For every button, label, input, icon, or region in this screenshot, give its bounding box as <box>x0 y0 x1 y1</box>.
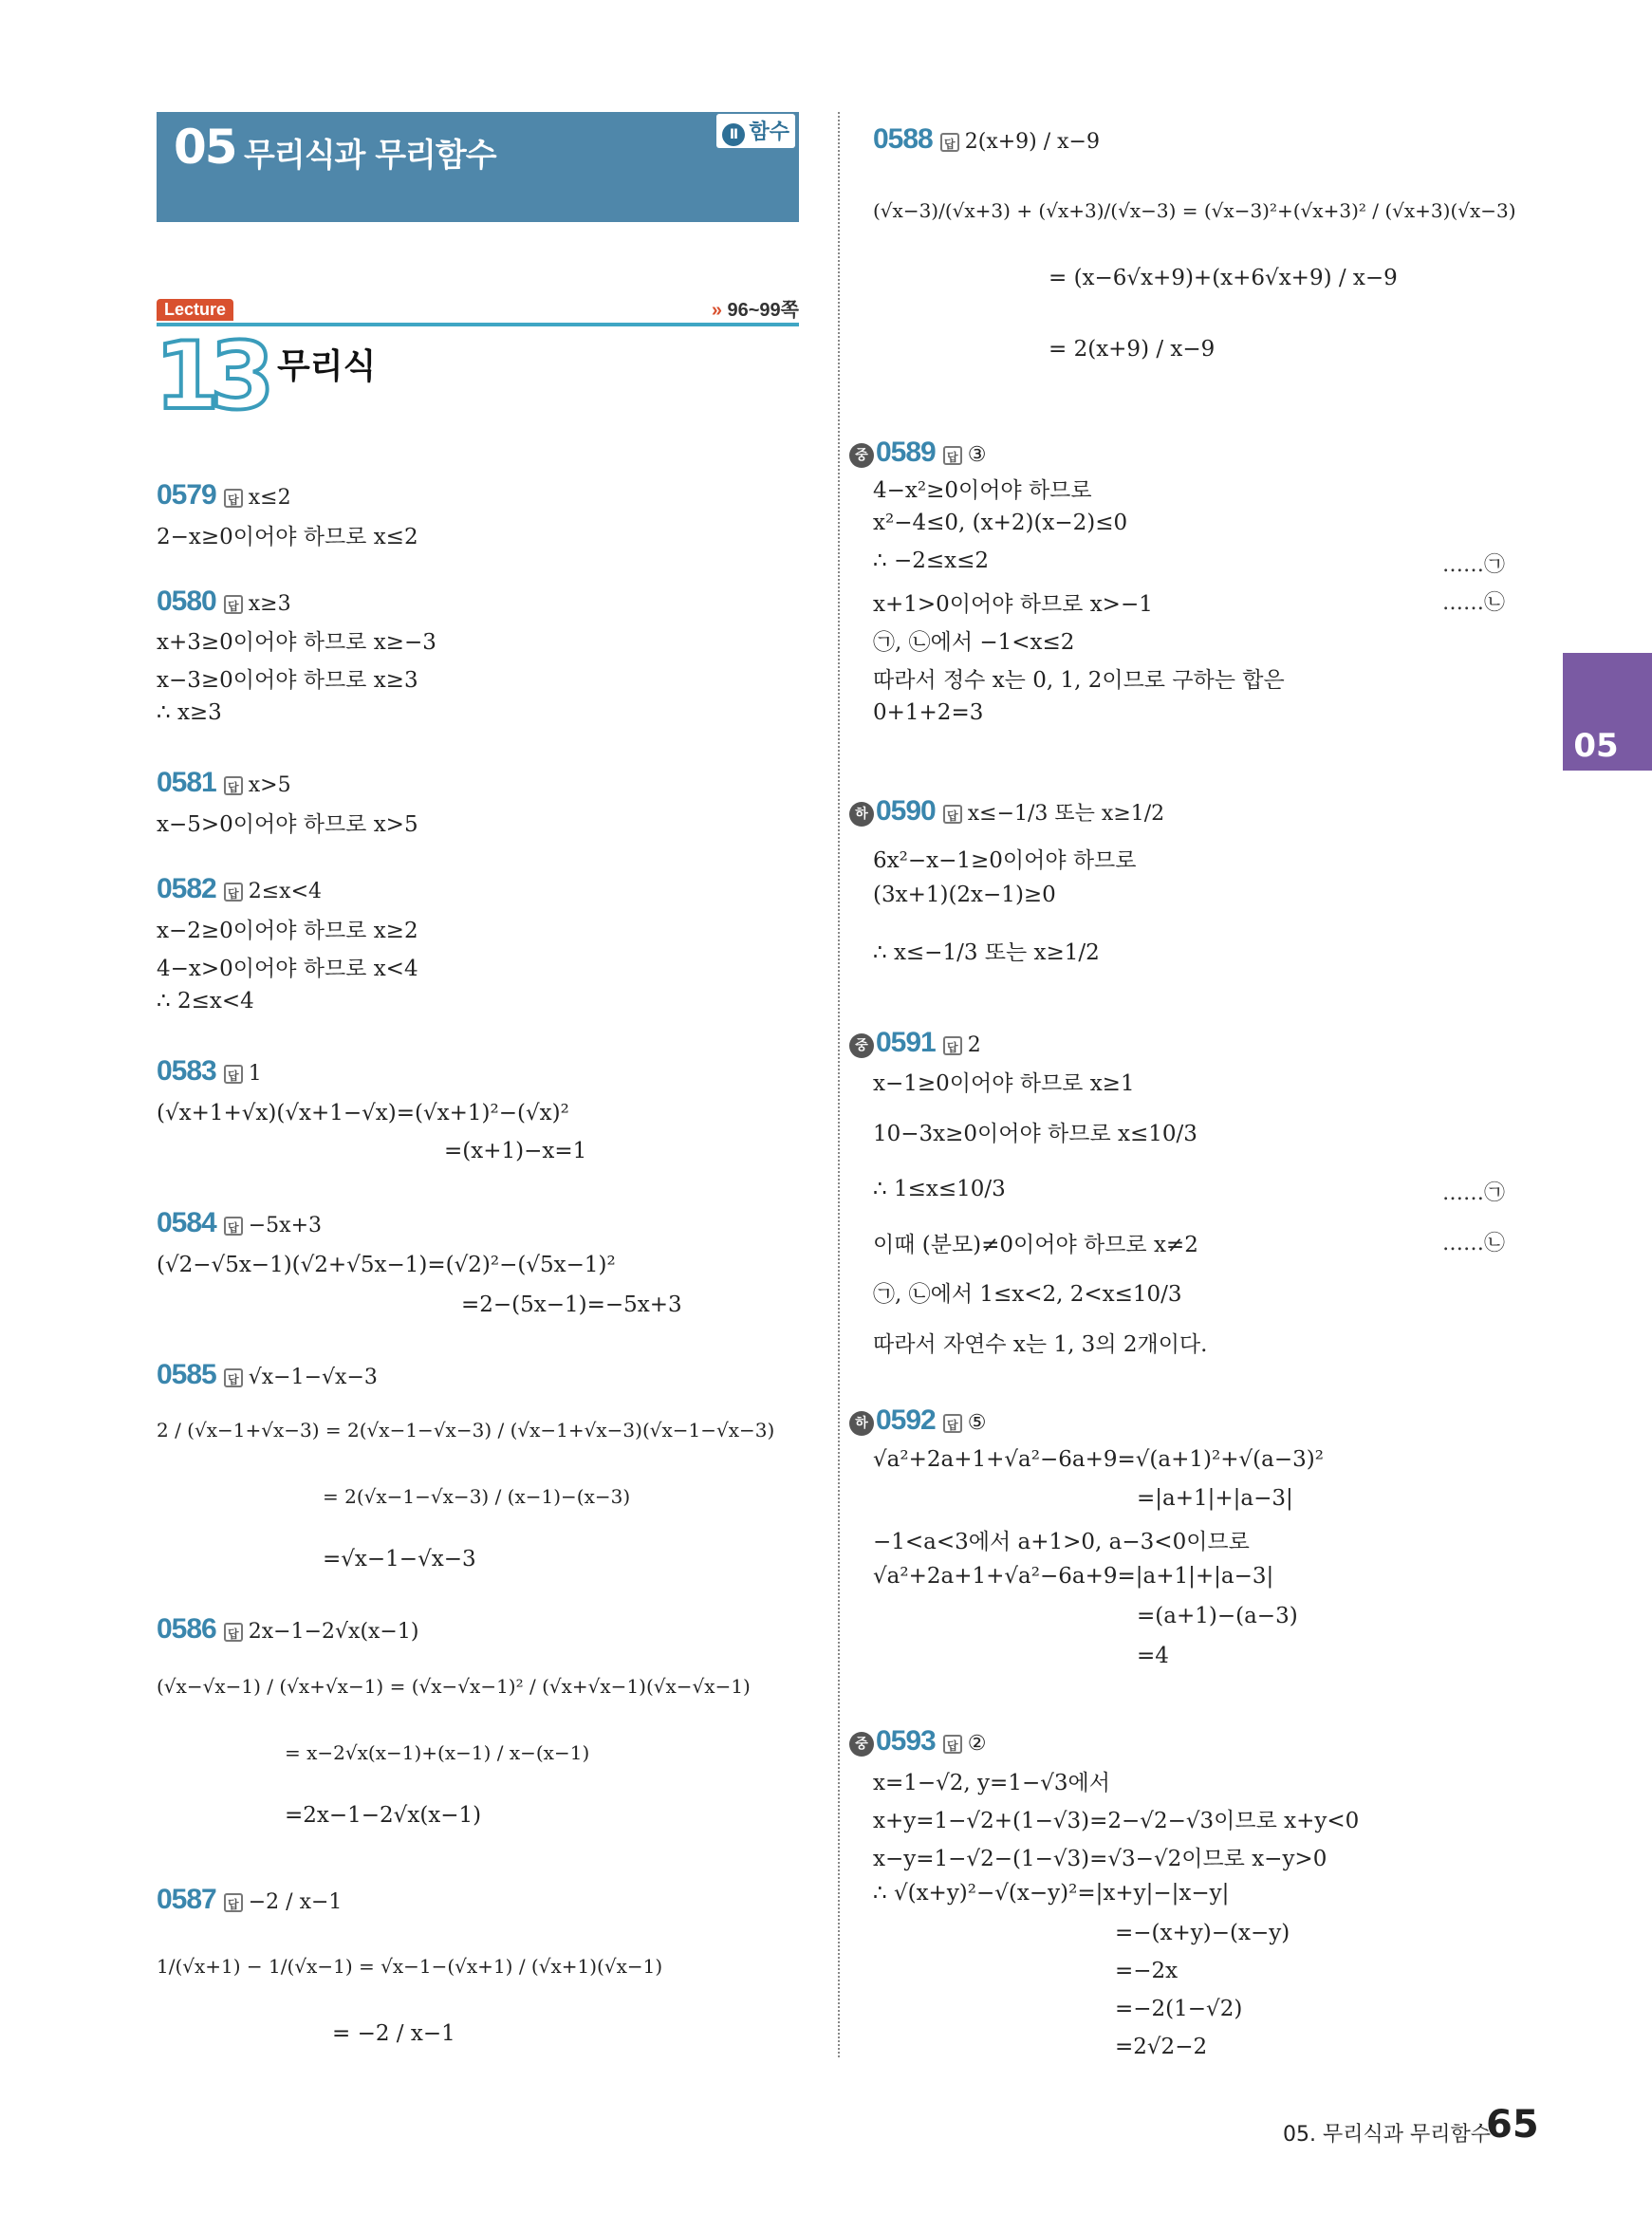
problem-answer: √x−1−√x−3 <box>248 1366 378 1389</box>
circled-mark: ……㉡ <box>1442 1232 1506 1255</box>
answer-icon: 답 <box>224 595 243 614</box>
solution-line: 이때 (분모)≠0이어야 하므로 x≠2 <box>873 1233 1198 1257</box>
circled-mark: ……㉠ <box>1442 1181 1506 1205</box>
solution-line: =(a+1)−(a−3) <box>1137 1604 1298 1628</box>
solution-line: = x−2√x(x−1)+(x−1) / x−(x−1) <box>285 1741 590 1764</box>
chapter-side-tab <box>1563 653 1652 771</box>
solution-line: 1/(√x+1) − 1/(√x−1) = √x−1−(√x+1) / (√x+1)(√x−1) <box>157 1955 663 1978</box>
difficulty-badge: 중 <box>849 1732 874 1757</box>
problem-answer: x≤2 <box>248 486 291 510</box>
answer-icon: 답 <box>943 1036 962 1055</box>
solution-line: =2√2−2 <box>1115 2035 1208 2059</box>
solution-line: x−3≥0이어야 하므로 x≥3 <box>157 668 418 693</box>
answer-icon: 답 <box>943 1735 962 1754</box>
chapter-header <box>157 112 799 222</box>
solution-line: x−1≥0이어야 하므로 x≥1 <box>873 1071 1135 1096</box>
solution-line: 4−x>0이어야 하므로 x<4 <box>157 957 418 981</box>
problem-answer: −5x+3 <box>248 1214 323 1237</box>
answer-icon: 답 <box>224 1893 243 1912</box>
answer-icon: 답 <box>943 1414 962 1433</box>
solution-line: x−5>0이어야 하므로 x>5 <box>157 812 418 837</box>
answer-icon: 답 <box>224 1623 243 1642</box>
solution-line: (√x+1+√x)(√x+1−√x)=(√x+1)²−(√x)² <box>157 1101 569 1125</box>
problem-header <box>157 1055 262 1088</box>
problem-header <box>849 437 986 469</box>
solution-line: =√x−1−√x−3 <box>323 1547 476 1571</box>
answer-icon: 답 <box>224 776 243 795</box>
double-chevron-icon: » <box>711 300 722 321</box>
solution-line: =4 <box>1137 1644 1169 1668</box>
solution-line: √a²+2a+1+√a²−6a+9=|a+1|+|a−3| <box>873 1564 1274 1589</box>
solution-line: = 2(x+9) / x−9 <box>1049 337 1216 362</box>
problem-header <box>849 1027 981 1059</box>
solution-line: 2 / (√x−1+√x−3) = 2(√x−1−√x−3) / (√x−1+√x−3)(√x−1−√x−3) <box>157 1419 775 1441</box>
solution-line: (√2−√5x−1)(√2+√5x−1)=(√2)²−(√5x−1)² <box>157 1253 616 1277</box>
problem-header <box>849 1404 986 1437</box>
problem-answer: 1 <box>248 1062 262 1086</box>
problem-header <box>157 873 322 905</box>
page-number: 65 <box>1486 2103 1539 2147</box>
problem-number: 0590 <box>876 795 936 827</box>
solution-line: =|a+1|+|a−3| <box>1137 1486 1293 1511</box>
problem-header <box>157 1884 342 1916</box>
lecture-pages <box>712 294 799 322</box>
problem-header <box>157 1359 378 1391</box>
solution-line: 따라서 정수 x는 0, 1, 2이므로 구하는 합은 <box>873 668 1285 693</box>
problem-answer: ⑤ <box>967 1411 987 1435</box>
solution-line: x+1>0이어야 하므로 x>−1 <box>873 592 1153 617</box>
answer-icon: 답 <box>940 133 959 152</box>
circled-mark: ……㉡ <box>1442 591 1506 615</box>
problem-answer: 2≤x<4 <box>248 880 323 903</box>
solution-line: =−2x <box>1115 1959 1179 1983</box>
problem-answer: ③ <box>967 443 987 467</box>
solution-line: ∴ 1≤x≤10/3 <box>873 1177 1006 1201</box>
problem-answer: x>5 <box>248 773 291 797</box>
problem-header <box>849 795 1164 828</box>
unit-roman-badge: Ⅱ <box>722 123 745 146</box>
problem-number: 0586 <box>157 1613 216 1645</box>
problem-number: 0581 <box>157 767 216 798</box>
problem-number: 0592 <box>876 1404 936 1436</box>
solution-line: x−y=1−√2−(1−√3)=√3−√2이므로 x−y>0 <box>873 1847 1327 1871</box>
lecture-label: Lecture <box>157 299 233 321</box>
solution-line: −1<a<3에서 a+1>0, a−3<0이므로 <box>873 1530 1250 1554</box>
solution-line: ㉠, ㉡에서 1≤x<2, 2<x≤10/3 <box>873 1282 1182 1307</box>
solution-line: (3x+1)(2x−1)≥0 <box>873 883 1056 907</box>
difficulty-badge: 하 <box>849 1411 874 1436</box>
solution-line: =2−(5x−1)=−5x+3 <box>461 1292 682 1317</box>
problem-answer: ② <box>967 1732 987 1756</box>
answer-icon: 답 <box>224 489 243 508</box>
chapter-tag-label: 함수 <box>749 121 789 144</box>
solution-line: ∴ x≤−1/3 또는 x≥1/2 <box>873 940 1100 965</box>
solution-line: 4−x²≥0이어야 하므로 <box>873 478 1092 503</box>
solution-line: ㉠, ㉡에서 −1<x≤2 <box>873 630 1075 655</box>
footer-chapter-title: 05. 무리식과 무리함수 <box>1283 2123 1491 2147</box>
lecture-title: 무리식 <box>277 347 377 386</box>
problem-answer: x≤−1/3 또는 x≥1/2 <box>967 802 1165 826</box>
difficulty-badge: 중 <box>849 1033 874 1058</box>
solution-line: 6x²−x−1≥0이어야 하므로 <box>873 848 1137 873</box>
problem-number: 0584 <box>157 1207 216 1238</box>
chapter-tag <box>716 114 795 148</box>
difficulty-badge: 중 <box>849 443 874 468</box>
solution-line: ∴ 2≤x<4 <box>157 989 254 1014</box>
answer-icon: 답 <box>224 883 243 902</box>
answer-icon: 답 <box>943 446 962 465</box>
problem-number: 0583 <box>157 1055 216 1087</box>
answer-icon: 답 <box>224 1368 243 1387</box>
solution-line: = (x−6√x+9)+(x+6√x+9) / x−9 <box>1049 266 1398 290</box>
solution-line: 10−3x≥0이어야 하므로 x≤10/3 <box>873 1122 1197 1146</box>
problem-number: 0591 <box>876 1027 936 1058</box>
solution-line: ∴ x≥3 <box>157 700 222 725</box>
problem-header <box>157 586 291 618</box>
problem-header <box>157 1613 418 1646</box>
solution-line: 따라서 자연수 x는 1, 3의 2개이다. <box>873 1332 1208 1357</box>
problem-answer: 2x−1−2√x(x−1) <box>248 1620 419 1644</box>
lecture-number: 13 <box>155 323 266 431</box>
answer-icon: 답 <box>943 805 962 824</box>
solution-line: =2x−1−2√x(x−1) <box>285 1803 482 1828</box>
solution-line: √a²+2a+1+√a²−6a+9=√(a+1)²+√(a−3)² <box>873 1447 1324 1472</box>
solution-line: (√x−3)/(√x+3) + (√x+3)/(√x−3) = (√x−3)²+(√x+3)² / (√x+3)(√x−3) <box>873 199 1516 222</box>
solution-line: 2−x≥0이어야 하므로 x≤2 <box>157 525 418 549</box>
solution-line: =−2(1−√2) <box>1115 1997 1243 2021</box>
solution-line: x²−4≤0, (x+2)(x−2)≤0 <box>873 511 1128 535</box>
chapter-number: 05 <box>174 120 236 175</box>
problem-header <box>873 123 1100 156</box>
solution-line: x=1−√2, y=1−√3에서 <box>873 1771 1110 1795</box>
circled-mark: ……㉠ <box>1442 553 1506 577</box>
problem-number: 0585 <box>157 1359 216 1390</box>
lecture-pages-text: 96~99쪽 <box>727 300 799 321</box>
solution-line: ∴ √(x+y)²−√(x−y)²=|x+y|−|x−y| <box>873 1881 1230 1906</box>
solution-line: ∴ −2≤x≤2 <box>873 549 989 573</box>
problem-number: 0588 <box>873 123 933 155</box>
problem-number: 0579 <box>157 479 216 511</box>
solution-line: =−(x+y)−(x−y) <box>1115 1921 1290 1945</box>
problem-header <box>157 479 291 511</box>
column-divider <box>838 112 840 2057</box>
difficulty-badge: 하 <box>849 802 874 827</box>
problem-answer: x≥3 <box>248 592 291 616</box>
solution-line: (√x−√x−1) / (√x+√x−1) = (√x−√x−1)² / (√x+√x−1)(√x−√x−1) <box>157 1675 751 1698</box>
problem-header <box>849 1725 986 1757</box>
problem-header <box>157 767 291 799</box>
problem-number: 0582 <box>157 873 216 904</box>
solution-line: =(x+1)−x=1 <box>444 1139 587 1163</box>
answer-icon: 답 <box>224 1217 243 1236</box>
problem-number: 0587 <box>157 1884 216 1915</box>
solution-line: x−2≥0이어야 하므로 x≥2 <box>157 919 418 943</box>
answer-icon: 답 <box>224 1065 243 1084</box>
solution-line: x+3≥0이어야 하므로 x≥−3 <box>157 630 436 655</box>
solution-line: = −2 / x−1 <box>332 2021 455 2046</box>
problem-number: 0580 <box>157 586 216 617</box>
problem-number: 0589 <box>876 437 936 468</box>
problem-number: 0593 <box>876 1725 936 1757</box>
solution-line: x+y=1−√2+(1−√3)=2−√2−√3이므로 x+y<0 <box>873 1809 1360 1833</box>
side-tab-label: 05 <box>1573 727 1619 765</box>
problem-answer: 2(x+9) / x−9 <box>964 130 1100 154</box>
problem-answer: −2 / x−1 <box>248 1890 343 1914</box>
problem-header <box>157 1207 322 1239</box>
solution-line: = 2(√x−1−√x−3) / (x−1)−(x−3) <box>323 1485 631 1508</box>
chapter-title: 무리식과 무리함수 <box>244 137 496 175</box>
problem-answer: 2 <box>967 1033 981 1057</box>
solution-line: 0+1+2=3 <box>873 700 984 725</box>
